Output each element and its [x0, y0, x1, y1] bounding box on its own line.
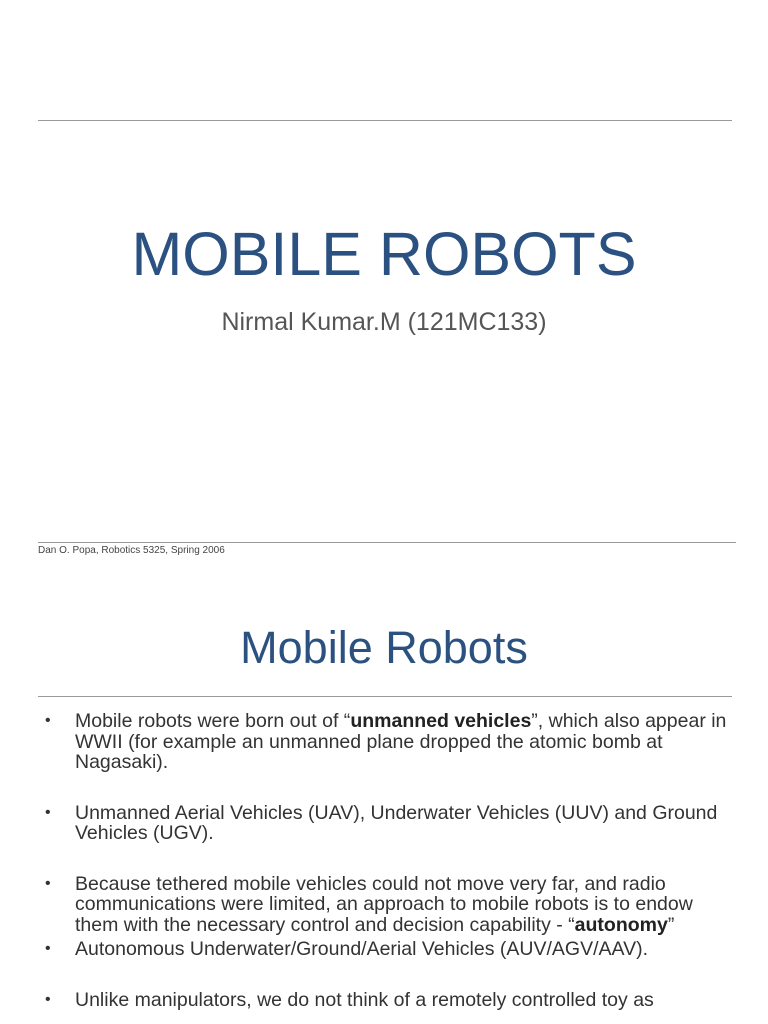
bullet-icon: •	[45, 712, 51, 729]
bullet-list	[45, 711, 735, 1010]
bullet-text-post: ”, which also appear in WWII (for example an unmanned plane dropped the atomic bomb at Nagasaki).	[75, 710, 727, 773]
bullet-text-pre: Mobile robots were born out of “	[75, 710, 351, 732]
list-item	[45, 939, 735, 960]
bullet-text-bold: unmanned vehicles	[350, 710, 532, 732]
bullet-icon: •	[45, 874, 51, 892]
slide1-footer: Dan O. Popa, Robotics 5325, Spring 2006	[38, 545, 225, 556]
slide-divider	[38, 542, 736, 543]
bullet-text-pre: Unlike manipulators, we do not think of a remotely controlled toy as	[75, 988, 654, 1011]
slide1-top-rule	[38, 120, 732, 121]
bullet-icon: •	[45, 803, 51, 821]
bullet-icon: •	[45, 940, 51, 957]
list-item	[45, 990, 735, 1011]
list-item	[45, 874, 735, 936]
slide2-title: Mobile Robots	[240, 622, 528, 673]
list-item	[45, 803, 735, 844]
bullet-text-bold: autonomy	[574, 913, 668, 936]
bullet-text-post: ”	[667, 913, 675, 936]
bullet-icon: •	[45, 990, 51, 1008]
slide2-title-rule	[38, 696, 732, 697]
bullet-text-pre: Autonomous Underwater/Ground/Aerial Vehicles (AUV/AGV/AAV).	[75, 938, 648, 960]
slide1-subtitle: Nirmal Kumar.M (121MC133)	[221, 308, 547, 336]
list-item	[45, 711, 735, 773]
bullet-text-pre: Because tethered mobile vehicles could not move very far, and radio communications were limited, an approach to mobile robots is to endow them with the necessary control and decision capability - “	[75, 872, 693, 936]
slide1-title: MOBILE ROBOTS	[131, 220, 637, 288]
bullet-text-pre: Unmanned Aerial Vehicles (UAV), Underwater Vehicles (UUV) and Ground Vehicles (UGV).	[75, 801, 718, 844]
